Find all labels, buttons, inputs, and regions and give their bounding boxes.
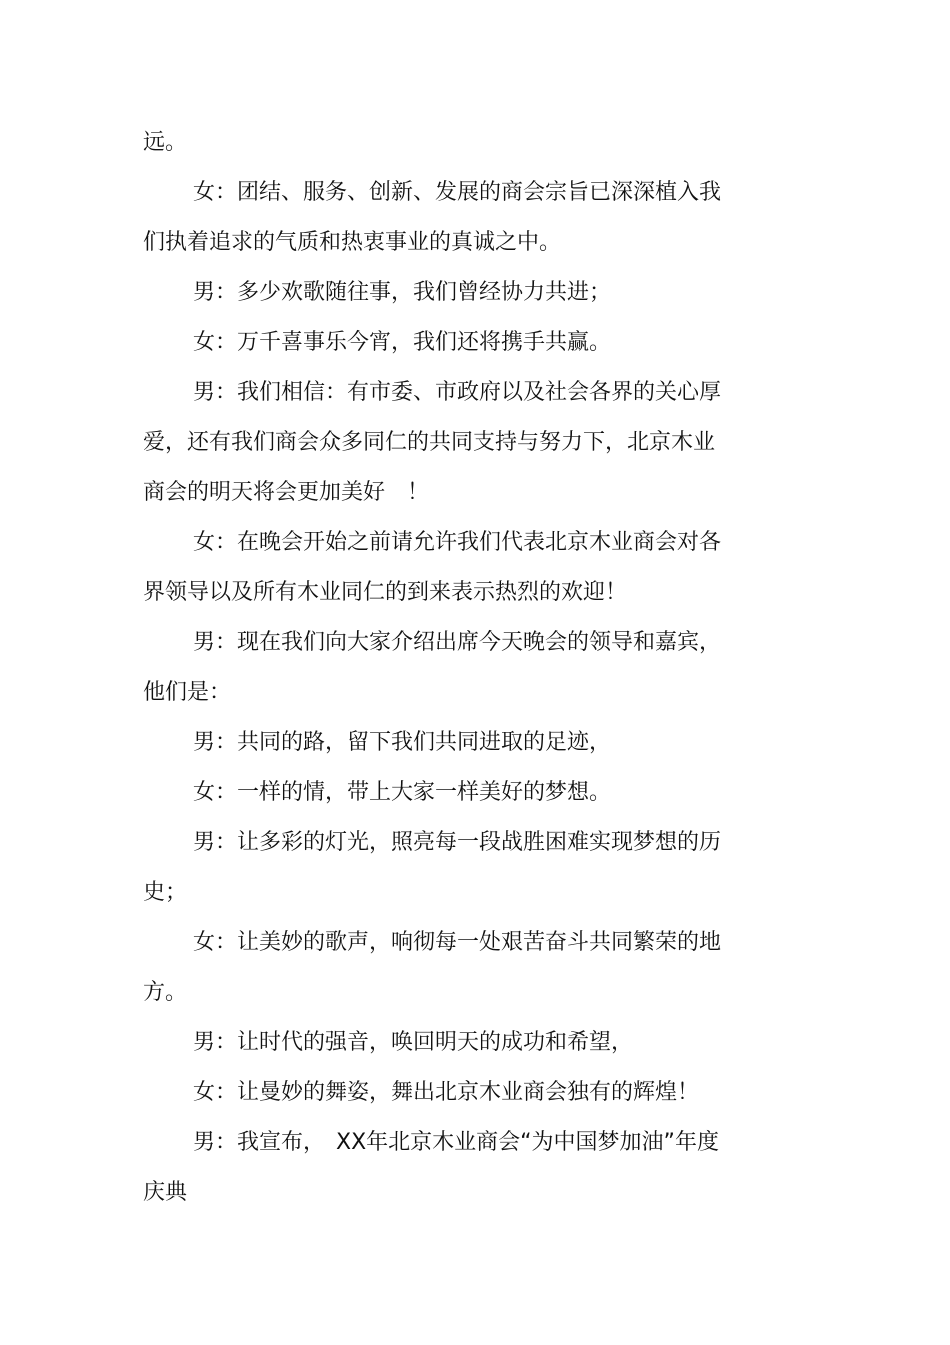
text-line-continuation: 庆典 bbox=[143, 1180, 188, 1205]
text-line-female-4: 女：一样的情，带上大家一样美好的梦想。 bbox=[193, 780, 612, 805]
text-line-male-5: 男：让多彩的灯光，照亮每一段战胜困难实现梦想的历 bbox=[193, 830, 722, 855]
text-line-male-2: 男：我们相信：有市委、市政府以及社会各界的关心厚 bbox=[193, 380, 722, 405]
text-line-male-6: 男：让时代的强音，唤回明天的成功和希望， bbox=[193, 1030, 634, 1055]
text-line-female-6: 女：让曼妙的舞姿，舞出北京木业商会独有的辉煌！ bbox=[193, 1080, 700, 1105]
text-line-female-1: 女：团结、服务、创新、发展的商会宗旨已深深植入我 bbox=[193, 180, 722, 205]
text-line-female-2: 女：万千喜事乐今宵，我们还将携手共赢。 bbox=[193, 330, 612, 355]
text-line-female-5: 女：让美妙的歌声，响彻每一处艰苦奋斗共同繁荣的地 bbox=[193, 930, 722, 955]
text-line-male-7: 男：我宣布， XX年北京木业商会“为中国梦加油”年度 bbox=[193, 1130, 719, 1155]
text-line-male-1: 男：多少欢歌随往事，我们曾经协力共进； bbox=[193, 280, 612, 305]
text-line-continuation: 方。 bbox=[143, 980, 188, 1005]
text-line-female-3: 女：在晚会开始之前请允许我们代表北京木业商会对各 bbox=[193, 530, 722, 555]
document-body bbox=[143, 118, 783, 1218]
text-line-continuation: 史； bbox=[143, 880, 188, 905]
text-line-continuation: 们执着追求的气质和热衷事业的真诚之中。 bbox=[143, 230, 562, 255]
text-line-male-3: 男：现在我们向大家介绍出席今天晚会的领导和嘉宾， bbox=[193, 630, 722, 655]
text-line-continuation: 商会的明天将会更加美好 ！ bbox=[143, 480, 430, 505]
text-line-male-4: 男：共同的路，留下我们共同进取的足迹， bbox=[193, 730, 612, 755]
text-line-continuation: 爱，还有我们商会众多同仁的共同支持与努力下，北京木业 bbox=[143, 430, 716, 455]
text-line-continuation: 远。 bbox=[143, 130, 188, 155]
text-line-continuation: 界领导以及所有木业同仁的到来表示热烈的欢迎！ bbox=[143, 580, 628, 605]
text-line-continuation: 他们是： bbox=[143, 680, 232, 705]
